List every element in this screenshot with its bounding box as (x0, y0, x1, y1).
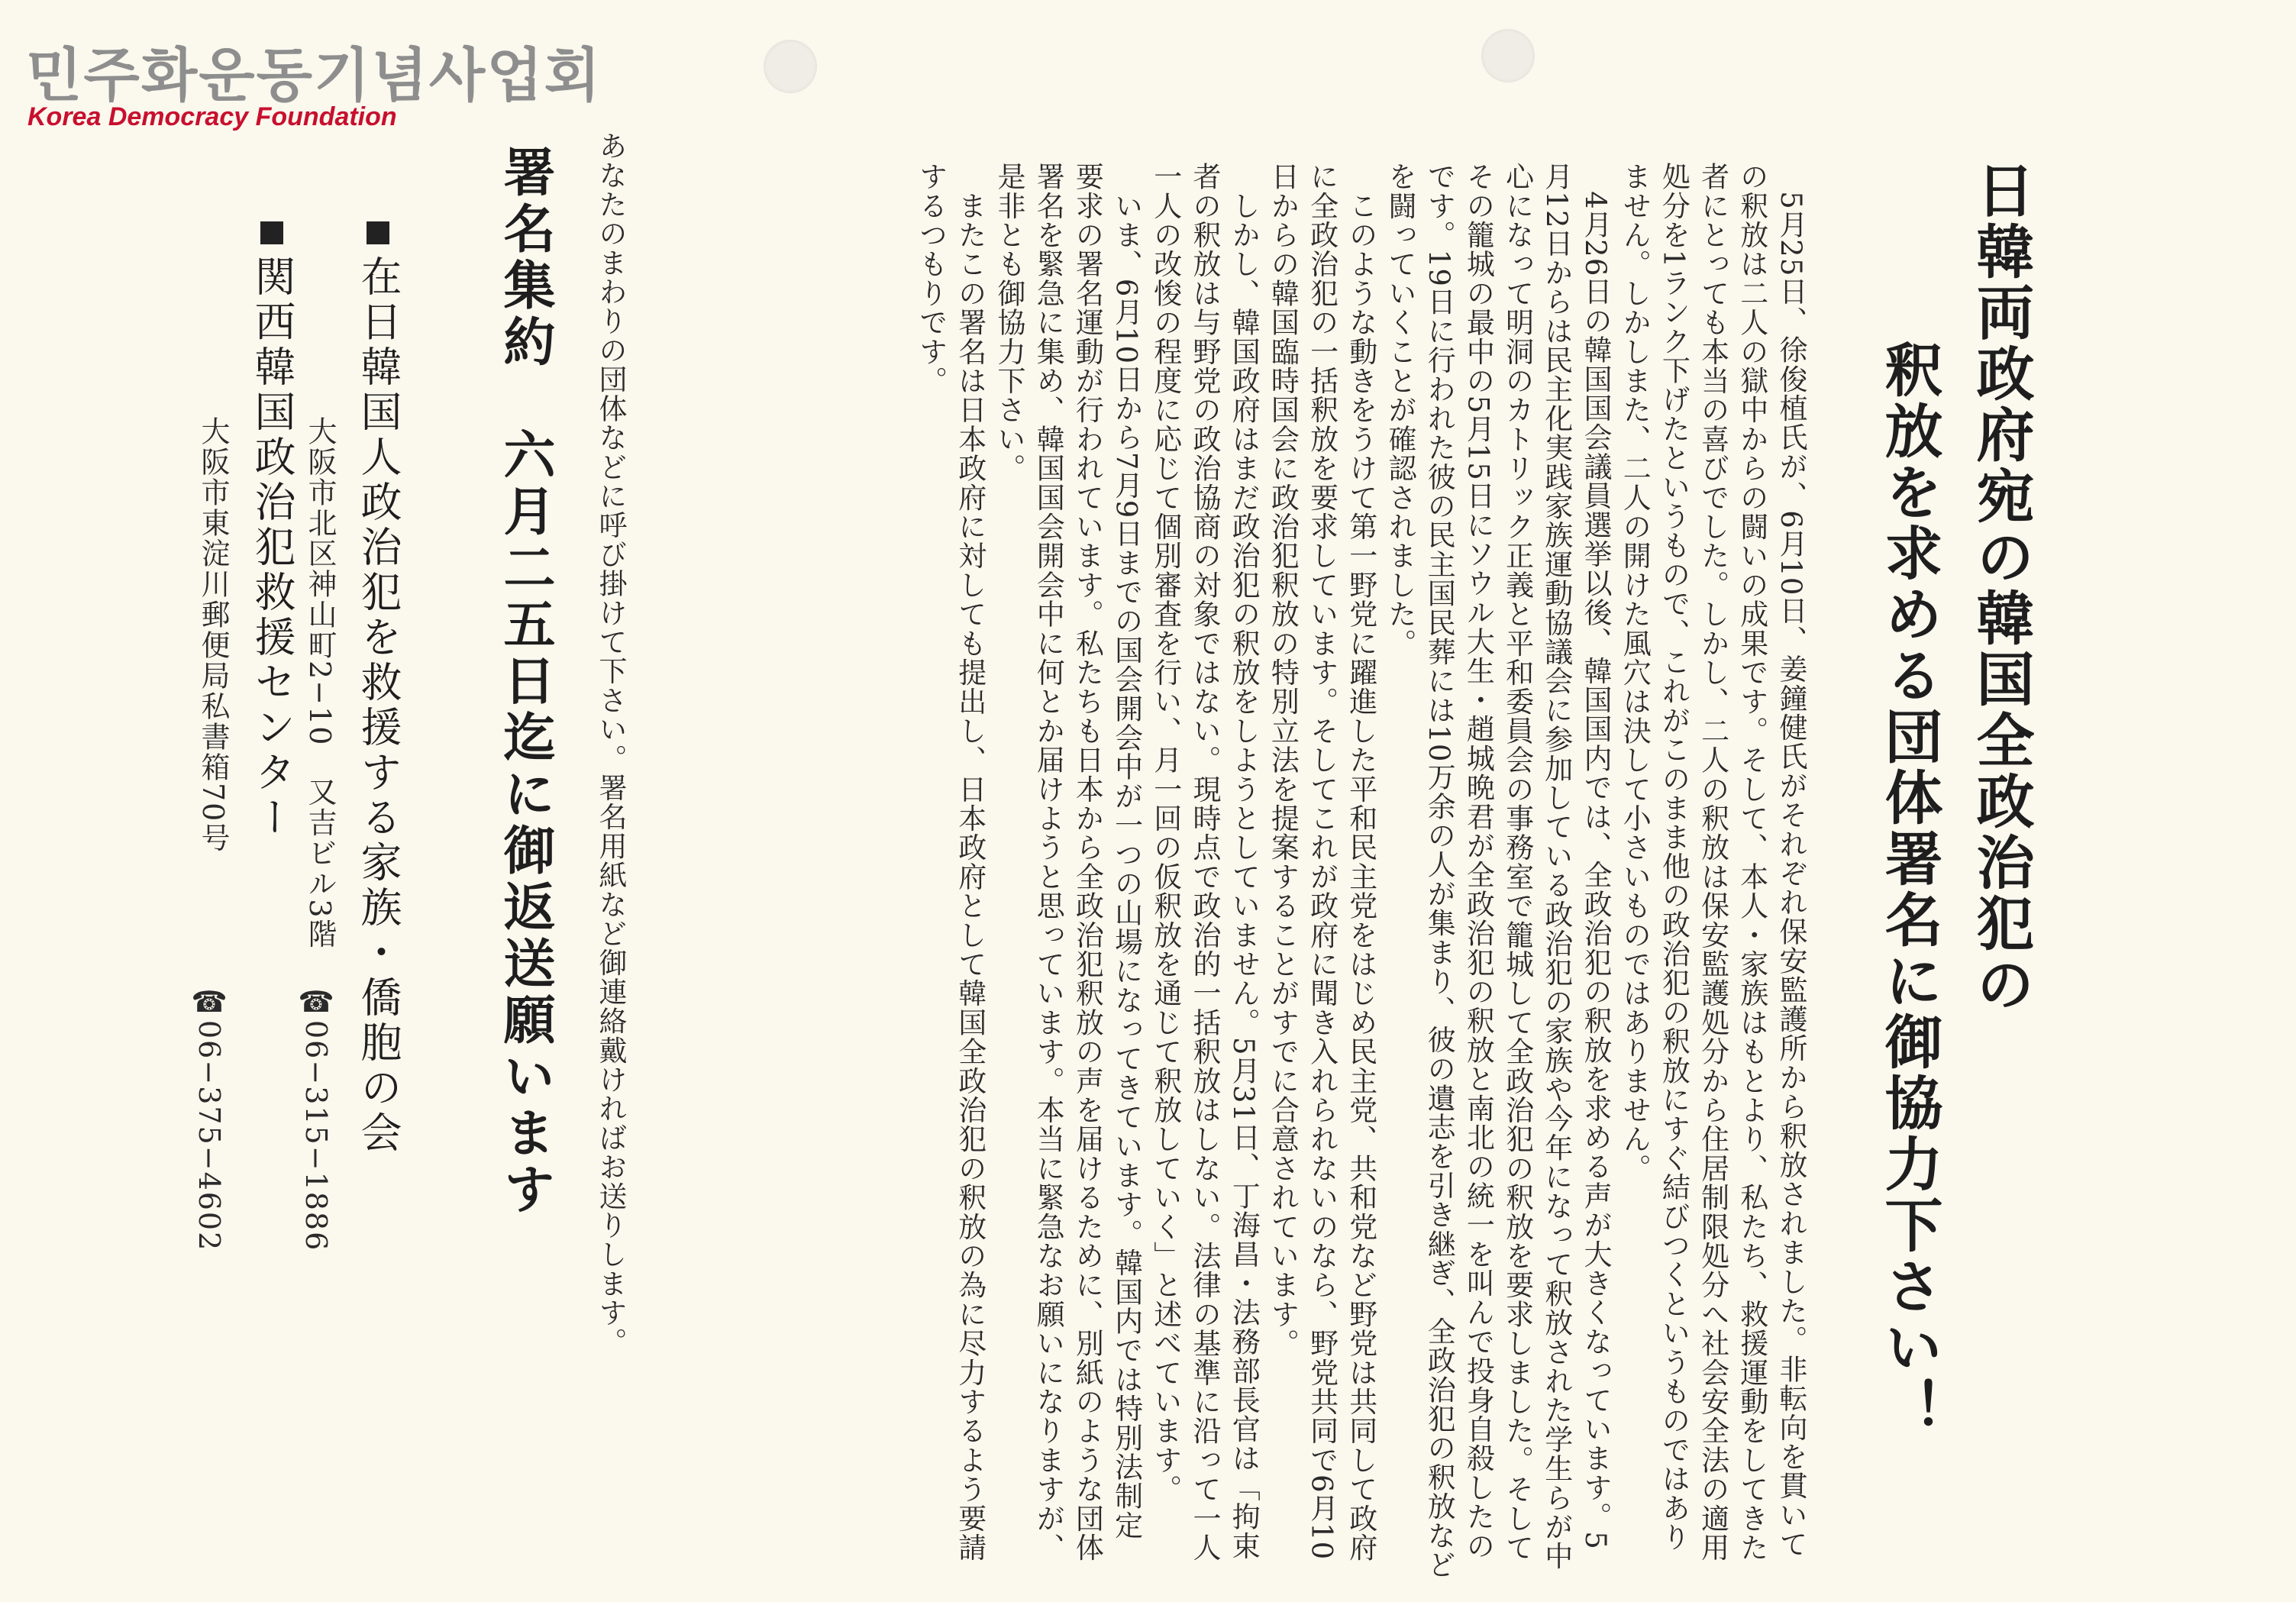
body-line: 4月26日の韓国国会議員選挙以後、韓国国内では、全政治犯の釈放を求める声が大きくなっています。5 (1579, 162, 1612, 1550)
org2-phone-text: 06−375−4602 (192, 1020, 226, 1252)
body-line: ません。しかしまた、二人の開けた風穴は決して小さいものではありません。 (1618, 162, 1652, 1183)
title-line-1: 日韓両政府宛の韓国全政治犯の (1967, 160, 2035, 1016)
org2-name (243, 221, 302, 841)
body-line: しかし、韓国政府はまだ政治犯の釈放をしようとしていません。5月31日、丁海昌・法務部長官は「拘束 (1227, 162, 1261, 1561)
punch-hole-left (764, 40, 817, 93)
deadline-text: 署名集約 六月二五日迄に御返送願います (495, 145, 556, 1219)
body-line: 心になって明洞のカトリック正義と平和委員会の事務室で籠城して全政治犯の釈放を要求しました。そして (1500, 162, 1534, 1562)
body-line: です。19日に行われた彼の民主国民葬には10万余の人が集まり、彼の遺志を引き継ぎ、全政治犯の釈放など (1422, 162, 1456, 1580)
body-line: 者の釈放は与野党の政治協商の対象ではない。現時点で政治的一括釈放はしない。法律の基準に沿って一人 (1188, 162, 1221, 1562)
body-line: またこの署名は日本政府に対しても提出し、日本政府として韓国全政治犯の釈放の為に尽力するよう要請 (953, 162, 987, 1562)
logo-english: Korea Democracy Foundation (27, 102, 397, 131)
body-line: するつもりです。 (914, 162, 948, 396)
body-line: に全政治犯の一括釈放を要求しています。そしてこれが政府に聞き入れられないのなら、野党共同で6月10 (1305, 162, 1339, 1561)
body-line: 是非とも御協力下さい。 (993, 162, 1025, 483)
body-line: 月12日からは民主化実践家族運動協議会に参加している政治犯の家族や今年になって釈放された学生らが中 (1539, 162, 1573, 1571)
org1-phone-text: 06−315−1886 (299, 1020, 333, 1252)
square-bullet-icon (367, 221, 389, 244)
org1-name-text: 在日韓国人政治犯を救援する家族・僑胞の会 (354, 255, 402, 1156)
org2-address: 大阪市東淀川郵便局私書箱70号 (196, 416, 230, 854)
body-line: 者にとっても本当の喜びでした。しかし、二人の釈放は保安監護処分から住居制限処分へ社会安全法の適用 (1696, 162, 1729, 1562)
punch-hole-right (1481, 29, 1535, 82)
body-line: このような動きをうけて第一野党に躍進した平和民主党をはじめ民主党、共和党など野党は共同して政府 (1344, 162, 1377, 1562)
logo-korean: 민주화운동기념사업회 (26, 41, 602, 109)
body-line: 5月25日、徐俊植氏が、6月10日、姜鐘健氏がそれぞれ保安監護所から釈放されました。非転向を貫いて (1774, 162, 1807, 1559)
body-line: の釈放は二人の獄中からの闘いの成果です。そして、本人・家族はもとより、私たち、救援運動をしてきた (1735, 162, 1768, 1562)
org1-phone (299, 985, 333, 1252)
body-line: その籠城の最中の5月15日にソウル大生・趙城晩君が全政治犯の釈放と南北の統一を叫んで投身自殺したの (1461, 162, 1495, 1561)
org2-name-text: 関西韓国政治犯救援センター (248, 255, 296, 841)
org1-address: 大阪市北区神山町2−10 又吉ビル3階 (303, 416, 337, 950)
body-line: 処分を1ランク下げたというもので、これがこのまま他の政治犯の釈放にすぐ結びつくというものではあり (1657, 162, 1691, 1552)
square-bullet-icon (260, 221, 283, 244)
body-line: 一人の改悛の程度に応じて個別審査を行い、月一回の仮釈放を通じて釈放していく」と述べています。 (1148, 162, 1182, 1504)
body-line: 署名を緊急に集め、韓国国会開会中に何とか届けようと思っています。本当に緊急なお願いになりますが、 (1032, 162, 1065, 1562)
org1-name (349, 221, 408, 1156)
request-text: あなたのまわりの団体などに呼び掛けて下さい。署名用紙など御連絡戴ければお送りします。 (594, 131, 627, 1357)
body-line: を闘っていくことが確認されました。 (1384, 162, 1416, 658)
body-line: いま、6月10日から7月9日までの国会開会中が一つの山場になってきています。韓国内では特別法制定 (1109, 162, 1143, 1540)
phone-icon: ☎ (299, 985, 333, 1020)
body-line: 日からの韓国臨時国会に政治犯釈放の特別立法を提案することがすでに合意されています。 (1266, 162, 1300, 1358)
phone-icon: ☎ (192, 985, 226, 1020)
title-line-2: 釈放を求める団体署名に御協力下さい！ (1875, 340, 1943, 1439)
body-line: 要求の署名運動が行われています。私たちも日本から全政治犯釈放の声を届けるために、別紙のような団体 (1070, 162, 1104, 1562)
org2-phone (192, 985, 226, 1252)
